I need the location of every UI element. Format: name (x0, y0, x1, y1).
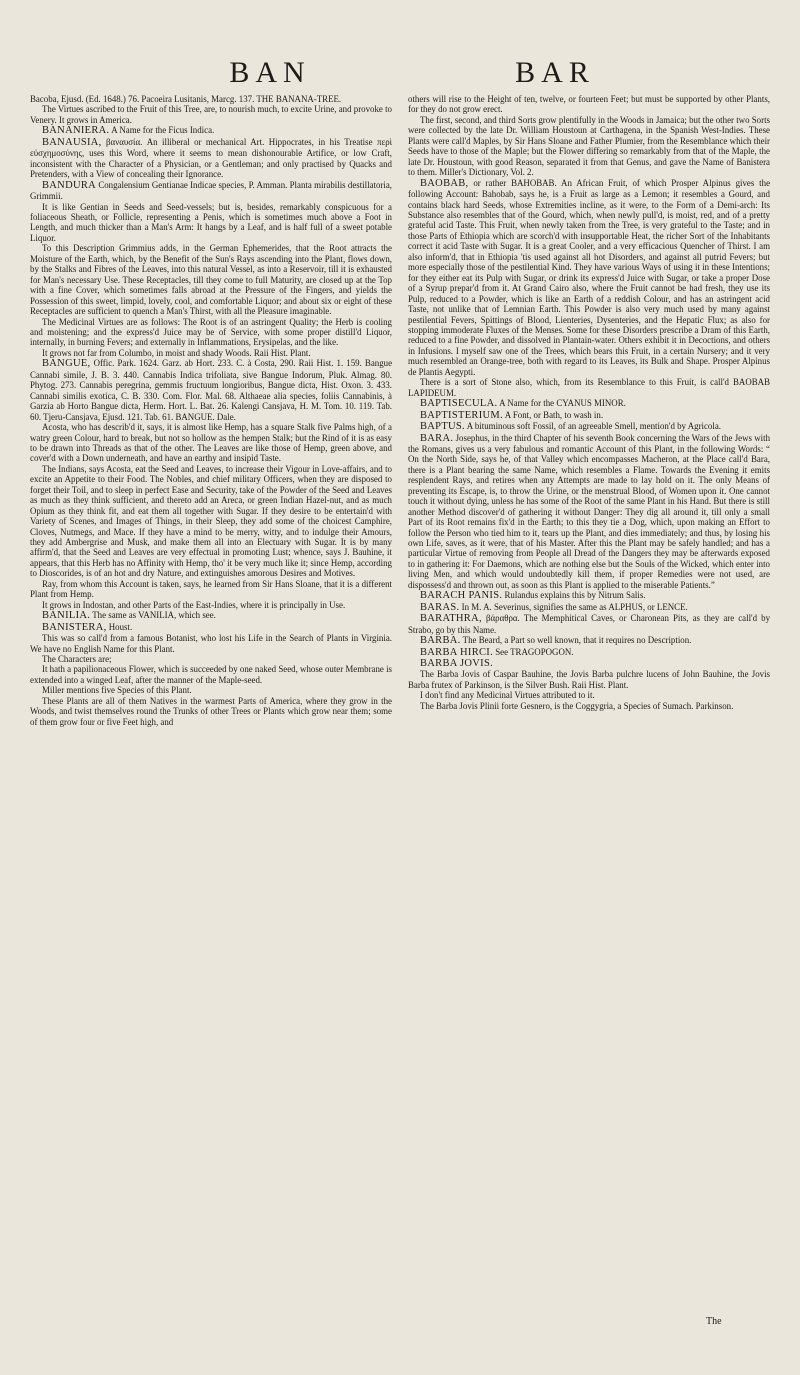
entry-headword: BANDURA (42, 179, 97, 191)
entry-text: This was so call'd from a famous Botanist, who lost his Life in the Search of Plants in Virginia. We have no English Name for this Plant. (30, 633, 392, 654)
dictionary-entry (408, 613, 770, 635)
paragraph (30, 243, 392, 316)
dictionary-entry (408, 398, 770, 409)
paragraph (30, 104, 392, 125)
entry-text: Josephus, in the third Chapter of his seventh Book concerning the Wars of the Jews with the Romans, gives us a very fabulous and romantic Account of this Plant, in the following Words: “ On the North Side, says he, of that Valley which encompasses Macheron, at the Place call'd Bara, there is a Plant bearing the same Name, which resembles a Flame. Towards the Evening it emits resplendent Rays, and retires when any Attempts are made to lay hold on it. The only Means of preventing its Escape, is, to throw the Urine, or the menstrual Blood, of Women upon it. One cannot touch it without dying, unless he has some of the Root of the same Plant in his Hand. But there is still another Method discover'd of gathering it without Danger: They dig all around it, till only a small Part of its Root remains fix'd in the Earth; to this they tie a Dog, which, upon making an Effort to follow the Person who tied him to it, tears up the Plant, and dies immediately; and thus, by losing his own Life, saves, as it were, that of his Master. After this the Plant may be safely handled; and has a particular Virtue of removing from People all Dread of the Dangers they may be afterwards exposed to in gathering it: For Daemons, which are nothing else but the Souls of the Wicked, which enter into living Men, and which would undoubtedly kill them, if proper Remedies were not used, are dispossess'd and thrown out, as soon as this Plant is applied to the miserable Patients.” (408, 432, 770, 590)
entry-headword: BARBA JOVIS. (420, 658, 494, 670)
entry-text: A Font, or Bath, to wash in. (504, 409, 604, 420)
dictionary-entry (408, 410, 770, 421)
entry-text: A bituminous soft Fossil, of an agreeable Smell, mention'd by Agricola. (466, 421, 721, 432)
entry-text: A Name for the Ficus Indica. (111, 125, 215, 136)
paragraph (408, 377, 770, 398)
entry-headword: BARA. (420, 432, 454, 444)
paragraph (30, 579, 392, 600)
paragraph (30, 664, 392, 685)
entry-text: βάραθρα. The Memphitical Caves, or Charonean Pits, as they are call'd by Strabo, go by this Name. (408, 613, 770, 635)
entry-text: The Indians, says Acosta, eat the Seed and Leaves, to increase their Vigour in Love-affairs, and to excite an Appetite to their Food. The Nobles, and chief military Officers, when they are disposed to forget their Toil, and to sleep in perfect Ease and Security, take of the Powder of the Seed and Leaves as much as they think sufficient, and thereto add an Areca, or green Indian Hazel-nut, and as much Opium as they think fit, and eat them all together with Sugar. If they desire to be entertain'd with Variety of Scenes, and Images of Things, in their Sleep, they add some of the choicest Camphire, Cloves, Nutmegs, and Mace. If they have a mind to be merry, witty, and to indulge their Amours, they add Ambergrise and Musk, and make them all into an Electuary with Sugar. It is by many affirm'd, that the Seed and Leaves are very effectual in promoting Lust; whence, says J. Bauhine, it appears, that this Herb has no Affinity with Hemp, tho' it be very much like it; since Hemp, according to Dioscorides, is of an hot and dry Nature, and extinguishes amorous Desires and Motives. (30, 463, 392, 579)
entry-headword: BANANIERA. (42, 125, 110, 137)
entry-headword: BAOBAB, (420, 177, 469, 189)
dictionary-entry (408, 421, 770, 432)
entry-text: These Plants are all of them Natives in the warmest Parts of America, where they grow in the Woods, and twist themselves round the Trunks of other Trees or Plants which grow near them; some of them grow four or five Feet high, and (30, 695, 392, 727)
entry-text: It hath a papilionaceous Flower, which is succeeded by one naked Seed, whose outer Membrane is extended into a winged Leaf, after the manner of the Maple-seed. (30, 664, 392, 685)
entry-text: The Virtues ascribed to the Fruit of this Tree, are, to nourish much, to excite Urine, and provoke to Venery. It grows in America. (30, 104, 392, 125)
entry-text: It is like Gentian in Seeds and Seed-vessels; but is, besides, remarkably conspicuous for a foliaceous Sheath, or Follicle, representing a Penis, which is sometimes much above a Foot in Length, and much thicker than a Man's Arm: It hangs by a Leaf, and is half full of a sweet potable Liquor. (30, 201, 392, 243)
entry-headword: BANAUSIA, (42, 136, 102, 148)
paragraph (30, 94, 392, 104)
entry-text: Rulandus explains this by Nitrum Salis. (504, 590, 646, 601)
entry-text: Offic. Park. 1624. Garz. ab Hort. 233. C. à Costa, 290. Raii Hist. 1. 159. Bangue Cannabi simile, J. B. 3. 440. Cannabis Indica trifoliata, sive Bangue Indorum, Pluk. Almag. 80. Phytog. 273. Cannabis peregrina, gemmis fructuum longioribus, Bangue dicta, Hist. Oxon. 3. 433. Cannabi similis exotica, C. B. 330. Com. Flor. Mal. 68. Althaeae alia species, foliis Cannabinis, à Garzia ab Horto Bangue dicta, Herm. Hort. L. Bat. 26. Kalengi Cansjava, H. M. Tom. 10. 119. Tab. 60. Tjeru-Cansjava, Ejusd. 121. Tab. 61. BANGUE. Dale. (30, 358, 392, 422)
entry-text: Ray, from whom this Account is taken, says, he learned from Sir Hans Sloane, that it is a different Plant from Hemp. (30, 578, 392, 600)
paragraph (30, 685, 392, 695)
paragraph (30, 317, 392, 348)
entry-text: In M. A. Severinus, signifies the same as ALPHUS, or LENCE. (461, 601, 688, 612)
entry-headword: BARBA. (420, 635, 461, 647)
paragraph (408, 669, 770, 690)
right-column (408, 94, 770, 1339)
entry-text: Bacoba, Ejusd. (Ed. 1648.) 76. Pacoeira Lusitanis, Marcg. 137. THE BANANA-TREE. (30, 94, 342, 104)
entry-text: The first, second, and third Sorts grow plentifully in the Woods in Jamaica; but the other two Sorts were collected by the late Dr. William Houstoun at Carthagena, in the Spanish West-Indies. These Plants were call'd Maples, by Sir Hans Sloane and Father Plumier, from the Resemblance which their Seeds have to those of the Maple; but the Flower differing so remarkably from that of the Maple, the late Dr. Houstoun, with good Reason, separated it from that Genus, and gave the Name of Banistera to them. Miller's Dictionary, Vol. 2. (408, 114, 770, 178)
running-head-left: BAN (229, 56, 311, 89)
dictionary-entry (408, 590, 770, 601)
paragraph (408, 690, 770, 700)
paragraph (30, 348, 392, 358)
entry-headword: BAPTISECULA. (420, 398, 498, 410)
dictionary-entry (408, 647, 770, 658)
entry-text: It grows in Indostan, and other Parts of the East-Indies, where it is principally in Use. (42, 599, 346, 610)
entry-text: Miller mentions five Species of this Plant. (42, 685, 192, 696)
entry-text: The Beard, a Part so well known, that it requires no Description. (462, 635, 692, 646)
entry-text: It grows not far from Columbo, in moist and shady Woods. Raii Hist. Plant. (42, 347, 311, 358)
paragraph (30, 654, 392, 664)
paragraph (408, 115, 770, 178)
entry-text: βαναυσία. An illiberal or mechanical Art. Hippocrates, in his Treatise περὶ εὐσχημοσύνης, uses this Word, where it seems to mean dishonourable Artifice, or low Craft, inconsistent with the Character of a Physician, or a Gentleman; and only practised by Quacks and Pretenders, with a View of concealing their Ignorance. (30, 136, 392, 180)
entry-text: Congalensium Gentianae Indicae species, P. Amman. Planta mirabilis destillatoria, Grimmii. (30, 179, 392, 202)
dictionary-entry (30, 622, 392, 633)
entry-text: To this Description Grimmius adds, in the German Ephemerides, that the Root attracts the Moisture of the Earth, which, by the Benefit of the Sun's Rays ascending into the Plant, flows down, by the Stalks and Fibres of the Leaves, into this natural Vessel, as into a Reservoir, till it is exhausted for Man's necessary Use. These Receptacles, till they come to full Maturity, are closed up at the Top with a fine Cover, which sometimes falls abroad at the Pressure of the Fingers, and yields the Possession of this sweet, limpid, lovely, cool, and comfortable Liquor; and about six or eight of these Receptacles are sufficient to quench a Man's Thirst, with all the Pleasure imaginable. (30, 243, 392, 317)
entry-text: There is a sort of Stone also, which, from its Resemblance to this Fruit, is call'd BAOBAB LAPIDEUM. (408, 377, 770, 398)
dictionary-entry (408, 178, 770, 378)
dictionary-entry (408, 433, 770, 591)
entry-text: or rather BAHOBAB. An African Fruit, of which Prosper Alpinus gives the following Account: Bahobab, says he, is a Fruit as large as a Lemon; it resembles a Gourd, and contains black hard Seeds, whose Extremities incline, as it were, to the Form of a Demi-arch: Its Substance also resembles that of the Gourd, which, when newly pull'd, is moist, red, and of a pretty grateful acid Taste. This Fruit, when newly taken from the Tree, is very grateful to the Taste; and in those Parts of Ethiopia which are scorch'd with insupportable Heat, the richer Sort of the Inhabitants correct it acid Taste with Sugar. It is a great Cooler, and a very efficacious Quencher of Thirst. I am also inform'd, that in Ethiopia 'tis used against all hot Disorders, and against all putrid Fevers; but more especially those of the pestilential Kind. They have various Ways of using it in these Intentions; for they either eat its Pulp with Sugar, or drink its express'd Juice with Sugar, or take a proper Dose of a Syrup prepar'd from it. At Grand Cairo also, where the Fruit cannot be had fresh, they use its Pulp, reduced to a Powder, which is like an Earth of a reddish Colour, and has an astringent acid Taste, not unlike that of Lemnian Earth. This Powder is also very much used by many against pestilential Fevers, Spittings of Blood, Lienteries, Dysenteries, and the Hepatic Flux; as also for stopping immoderate Fluxes of the Menses. Some for these Disorders prescribe a Dram of this Earth, reduced to a fine Powder, and dissolved in Plantain-water. Others exhibit it in Decoctions, and others in Infusions. I myself saw one of the Trees, which bears this Fruit, in a certain Nursery; and it very much resembled an Orange-tree, both with regard to its Leaves, its Bulk and Shape. Prosper Alpinus de Plantis Aegypti. (408, 177, 770, 377)
paragraph (408, 701, 770, 711)
dictionary-entry (30, 137, 392, 180)
entry-headword: BANILIA. (42, 610, 91, 622)
paragraph (30, 464, 392, 579)
dictionary-entry (30, 125, 392, 136)
paragraph (30, 422, 392, 464)
catchword: The (706, 1316, 722, 1327)
entry-text: The same as VANILIA, which see. (92, 610, 216, 621)
entry-text: The Barba Jovis of Caspar Bauhine, the Jovis Barba pulchre lucens of John Bauhine, the Jovis Barba frutex of Parkinson, is the Silver Bush. Raii Hist. Plant. (408, 669, 770, 690)
entry-headword: BAPTISTERIUM. (420, 409, 503, 421)
paragraph (408, 94, 770, 115)
entry-text: The Barba Jovis Plinii forte Gesnero, is the Coggygria, a Species of Sumach. Parkinson. (420, 700, 734, 711)
entry-text: others will rise to the Height of ten, twelve, or fourteen Feet; but must be supported by other Plants, for they do not grow erect. (408, 94, 770, 115)
paragraph (30, 202, 392, 244)
entry-text: See TRAGOPOGON. (495, 646, 574, 657)
left-column (30, 94, 392, 1339)
running-head-right: BAR (515, 56, 595, 89)
dictionary-entry (30, 180, 392, 202)
entry-headword: BARATHRA, (420, 613, 482, 625)
entry-text: The Characters are; (42, 654, 112, 665)
entry-headword: BANISTERA, (42, 621, 107, 633)
dictionary-entry (408, 635, 770, 646)
entry-headword: BANGUE, (42, 358, 91, 370)
dictionary-entry (408, 602, 770, 613)
entry-text: I don't find any Medicinal Virtues attributed to it. (420, 690, 595, 701)
entry-headword: BARACH PANIS. (420, 590, 503, 602)
entry-text: Acosta, who has describ'd it, says, it is almost like Hemp, has a square Stalk five Palms high, of a watry green Colour, hard to break, but not so hollow as the hempen Stalk; but the Rind of it is as easy to be drawn into Threads as that of the other. The Leaves are like those of Hemp, green above, and cover'd with a Down underneath, and have an earthy and insipid Taste. (30, 422, 392, 464)
entry-headword: BARAS. (420, 601, 460, 613)
paragraph (30, 633, 392, 654)
paragraph (30, 696, 392, 727)
entry-text: The Medicinal Virtues are as follows: The Root is of an astringent Quality; the Herb is cooling and moistening; and the express'd Juice may be of Service, with some proper distill'd Liquor, internally, in burning Fevers; and externally in Inflammations, Erysipelas, and the like. (30, 316, 392, 348)
dictionary-entry (408, 658, 770, 669)
dictionary-entry (30, 610, 392, 621)
dictionary-entry (30, 358, 392, 422)
entry-text: Houst. (108, 621, 133, 632)
entry-headword: BARBA HIRCI. (420, 646, 494, 658)
entry-text: A Name for the CYANUS MINOR. (499, 398, 626, 409)
paragraph (30, 600, 392, 610)
entry-headword: BAPTUS. (420, 421, 465, 433)
